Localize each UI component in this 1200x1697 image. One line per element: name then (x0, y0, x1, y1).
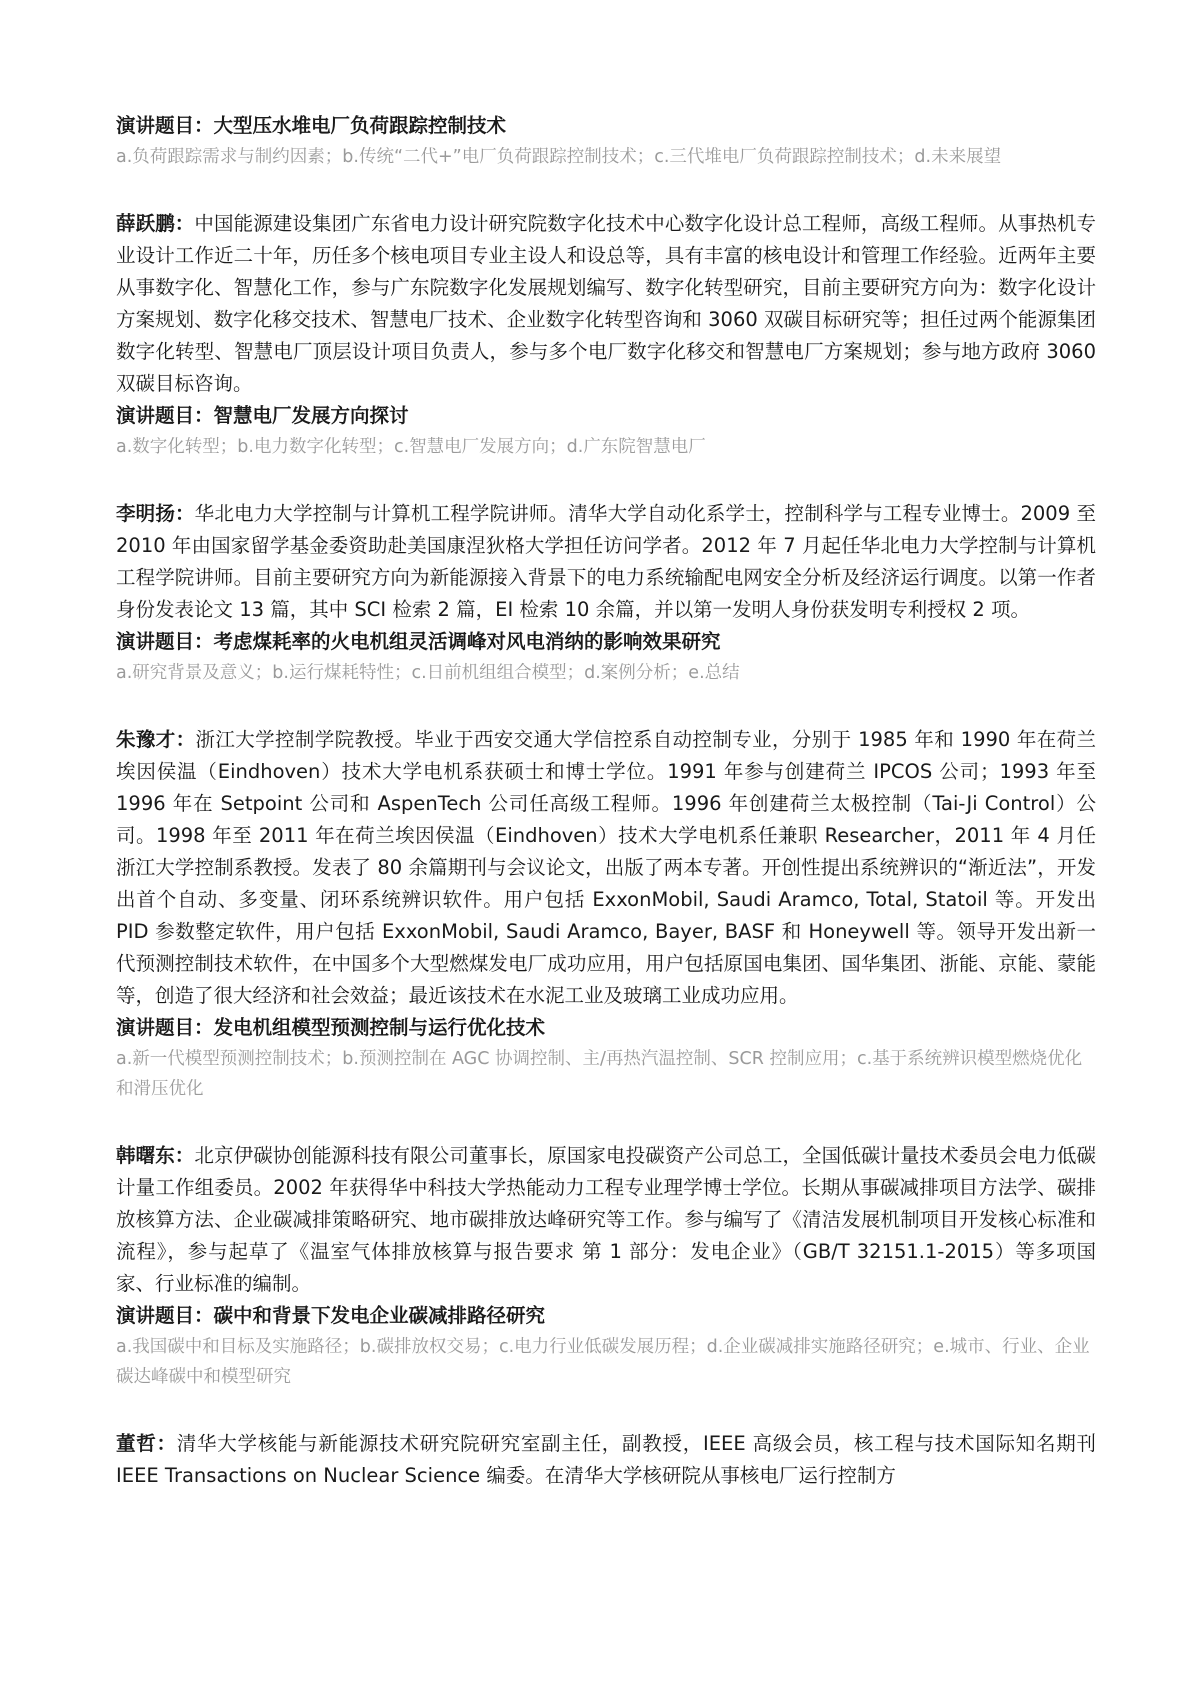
speaker-bio (116, 1140, 1096, 1300)
talk-title-label: 演讲题目： (116, 630, 214, 653)
talk-title (116, 626, 1096, 658)
talk-outline: a.我国碳中和目标及实施路径；b.碳排放权交易；c.电力行业低碳发展历程；d.企业碳减排实施路径研究；e.城市、行业、企业碳达峰碳中和模型研究 (116, 1337, 1090, 1387)
speaker-bio-text: 清华大学核能与新能源技术研究院研究室副主任，副教授，IEEE 高级会员，核工程与技术国际知名期刊 IEEE Transactions on Nuclear Science 编委。在清华大学核研院从事核电厂运行控制方 (116, 1432, 1096, 1487)
talk-title (116, 110, 1096, 142)
talk-title-label: 演讲题目： (116, 1016, 214, 1039)
speaker-name: 李明扬： (116, 502, 195, 525)
speaker-name: 韩曙东： (116, 1144, 195, 1167)
speaker-bio-text: 华北电力大学控制与计算机工程学院讲师。清华大学自动化系学士，控制科学与工程专业博士。2009 至 2010 年由国家留学基金委资助赴美国康涅狄格大学担任访问学者。2012 年 7 月起任华北电力大学控制与计算机工程学院讲师。目前主要研究方向为新能源接入背景下的电力系统输配电网安全分析及经济运行调度。以第一作者身份发表论文 13 篇，其中 SCI 检索 2 篇，EI 检索 10 余篇，并以第一发明人身份获发明专利授权 2 项。 (116, 502, 1096, 621)
talk-title-text: 碳中和背景下发电企业碳减排路径研究 (213, 1304, 546, 1327)
speaker-bio (116, 724, 1096, 1012)
speaker-name: 董哲： (116, 1432, 177, 1455)
talk-title-label: 演讲题目： (116, 1304, 214, 1327)
speaker-bio (116, 208, 1096, 400)
talk-outline: a.研究背景及意义；b.运行煤耗特性；c.日前机组组合模型；d.案例分析；e.总结 (116, 663, 740, 683)
talk-title-text: 大型压水堆电厂负荷跟踪控制技术 (213, 114, 507, 137)
talk-title (116, 400, 1096, 432)
speaker-block-dong-zhe (116, 1428, 1096, 1492)
speaker-bio (116, 498, 1096, 626)
talk-outline: a.新一代模型预测控制技术；b.预测控制在 AGC 协调控制、主/再热汽温控制、SCR 控制应用；c.基于系统辨识模型燃烧优化和滑压优化 (116, 1049, 1083, 1099)
speaker-bio-text: 中国能源建设集团广东省电力设计研究院数字化技术中心数字化设计总工程师，高级工程师。从事热机专业设计工作近二十年，历任多个核电项目专业主设人和设总等，具有丰富的核电设计和管理工作经验。近两年主要从事数字化、智慧化工作，参与广东院数字化发展规划编写、数字化转型研究，目前主要研究方向为：数字化设计方案规划、数字化移交技术、智慧电厂技术、企业数字化转型咨询和 3060 双碳目标研究等；担任过两个能源集团数字化转型、智慧电厂顶层设计项目负责人，参与多个电厂数字化移交和智慧电厂方案规划；参与地方政府 3060 双碳目标咨询。 (116, 212, 1096, 395)
speaker-bio-text: 北京伊碳协创能源科技有限公司董事长，原国家电投碳资产公司总工，全国低碳计量技术委员会电力低碳计量工作组委员。2002 年获得华中科技大学热能动力工程专业理学博士学位。长期从事碳减排项目方法学、碳排放核算方法、企业碳减排策略研究、地市碳排放达峰研究等工作。参与编写了《清洁发展机制项目开发核心标准和流程》，参与起草了《温室气体排放核算与报告要求 第 1 部分：发电企业》（GB/T 32151.1-2015）等多项国家、行业标准的编制。 (116, 1144, 1096, 1295)
talk-title-text: 考虑煤耗率的火电机组灵活调峰对风电消纳的影响效果研究 (213, 630, 721, 653)
talk-title-label: 演讲题目： (116, 114, 214, 137)
speaker-block-han-shudong (116, 1140, 1096, 1392)
speaker-bio (116, 1428, 1096, 1492)
talk-title (116, 1012, 1096, 1044)
speaker-block-zhu-yucai (116, 724, 1096, 1104)
first-talk-section (116, 110, 1096, 172)
talk-outline: a.负荷跟踪需求与制约因素；b.传统“二代+”电厂负荷跟踪控制技术；c.三代堆电厂负荷跟踪控制技术；d.未来展望 (116, 147, 1002, 167)
talk-outline: a.数字化转型；b.电力数字化转型；c.智慧电厂发展方向；d.广东院智慧电厂 (116, 437, 706, 457)
talk-title (116, 1300, 1096, 1332)
talk-title-label: 演讲题目： (116, 404, 214, 427)
document-page (116, 110, 1096, 1528)
speaker-bio-text: 浙江大学控制学院教授。毕业于西安交通大学信控系自动控制专业，分别于 1985 年和 1990 年在荷兰埃因侯温（Eindhoven）技术大学电机系获硕士和博士学位。1991 年参与创建荷兰 IPCOS 公司；1993 年至 1996 年在 Setpoint 公司和 AspenTech 公司任高级工程师。1996 年创建荷兰太极控制（Tai-Ji Control）公司。1998 年至 2011 年在荷兰埃因侯温（Eindhoven）技术大学电机系任兼职 Researcher，2011 年 4 月任浙江大学控制系教授。发表了 80 余篇期刊与会议论文，出版了两本专著。开创性提出系统辨识的“渐近法”，开发出首个自动、多变量、闭环系统辨识软件。用户包括 ExxonMobil, Saudi Aramco, Total, Statoil 等。开发出 PID 参数整定软件，用户包括 ExxonMobil, Saudi Aramco, Bayer, BASF 和 Honeywell 等。领导开发出新一代预测控制技术软件，在中国多个大型燃煤发电厂成功应用，用户包括原国电集团、国华集团、浙能、京能、蒙能等，创造了很大经济和社会效益；最近该技术在水泥工业及玻璃工业成功应用。 (116, 728, 1096, 1007)
speaker-name: 朱豫才： (116, 728, 196, 751)
speaker-block-xue-yuepeng (116, 208, 1096, 462)
speaker-block-li-mingyang (116, 498, 1096, 688)
talk-title-text: 智慧电厂发展方向探讨 (213, 404, 409, 427)
speaker-name: 薛跃鹏： (116, 212, 195, 235)
talk-title-text: 发电机组模型预测控制与运行优化技术 (213, 1016, 546, 1039)
